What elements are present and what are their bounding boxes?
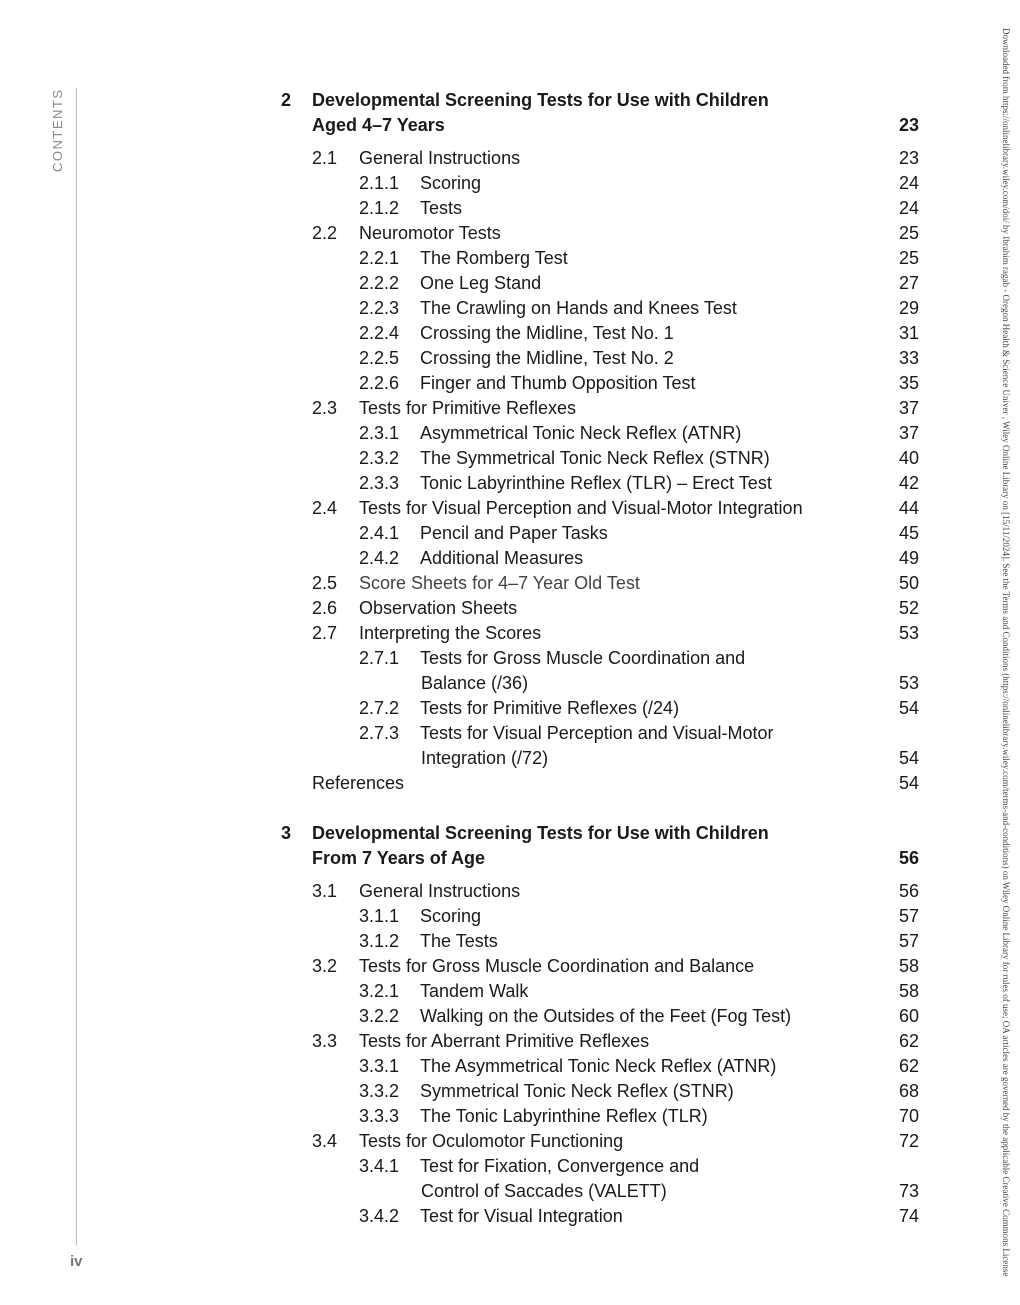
toc-entry [0, 346, 1020, 370]
toc-entry [0, 446, 1020, 470]
section-title: The Symmetrical Tonic Neck Reflex (STNR) [420, 448, 770, 468]
page-number-ref: 23 [898, 115, 919, 135]
section-number: 2.5 [312, 573, 338, 593]
toc-entry [0, 1079, 1020, 1103]
chapter-title: Aged 4–7 Years [312, 115, 445, 135]
section-title: Asymmetrical Tonic Neck Reflex (ATNR) [420, 423, 742, 443]
section-title: Neuromotor Tests [359, 223, 501, 243]
toc-entry [0, 546, 1020, 570]
section-number: 2.1.2 [359, 198, 400, 218]
section-number: 3.2.1 [359, 981, 400, 1001]
section-title: Tests for Oculomotor Functioning [359, 1131, 624, 1151]
section-title: Tandem Walk [420, 981, 529, 1001]
page-number-ref: 24 [898, 173, 919, 193]
section-title: One Leg Stand [420, 273, 542, 293]
section-title: Tonic Labyrinthine Reflex (TLR) – Erect Test [420, 473, 772, 493]
page-number-ref: 49 [898, 548, 919, 568]
page-number-ref: 58 [898, 956, 919, 976]
toc-entry [0, 271, 1020, 295]
page-number-ref: 52 [898, 598, 919, 618]
toc-entry [0, 1154, 1020, 1178]
toc-entry [0, 171, 1020, 195]
chapter-heading-continued [0, 846, 1020, 870]
toc-entry [0, 1029, 1020, 1053]
page-number-ref: 40 [898, 448, 919, 468]
section-number: 2.3.3 [359, 473, 400, 493]
chapter-title: Developmental Screening Tests for Use with Children [312, 823, 769, 843]
section-number: 2.4.2 [359, 548, 400, 568]
toc-entry [0, 421, 1020, 445]
section-number: 2.4 [312, 498, 338, 518]
toc-entry [0, 1129, 1020, 1153]
section-title: References [312, 773, 405, 793]
page-number-ref: 33 [898, 348, 919, 368]
section-number: 3.4 [312, 1131, 338, 1151]
toc-entry [0, 1104, 1020, 1128]
section-title: Balance (/36) [421, 673, 529, 693]
section-number: 3.3.1 [359, 1056, 400, 1076]
section-title: Crossing the Midline, Test No. 2 [420, 348, 674, 368]
chapter-heading-continued [0, 113, 1020, 137]
section-number: 3.2.2 [359, 1006, 400, 1026]
toc-entry [0, 521, 1020, 545]
page-number-ref: 62 [898, 1056, 919, 1076]
section-title: Additional Measures [420, 548, 584, 568]
section-title: The Asymmetrical Tonic Neck Reflex (ATNR) [420, 1056, 777, 1076]
section-title: Tests for Aberrant Primitive Reflexes [359, 1031, 650, 1051]
page-number-ref: 35 [898, 373, 919, 393]
page-number: iv [70, 1253, 83, 1270]
section-number: 2.1 [312, 148, 338, 168]
section-title: The Crawling on Hands and Knees Test [420, 298, 737, 318]
section-title: Walking on the Outsides of the Feet (Fog Test) [420, 1006, 792, 1026]
section-number: 2.7.2 [359, 698, 400, 718]
section-title: Tests for Gross Muscle Coordination and [420, 648, 746, 668]
page-number-ref: 57 [898, 906, 919, 926]
toc-entry [0, 1054, 1020, 1078]
page-number-ref: 53 [898, 623, 919, 643]
section-title: The Romberg Test [420, 248, 568, 268]
section-title: Tests for Visual Perception and Visual-Motor [420, 723, 774, 743]
page-number-ref: 29 [898, 298, 919, 318]
section-number: 3.1.2 [359, 931, 400, 951]
page-number-ref: 25 [898, 223, 919, 243]
page-number-ref: 68 [898, 1081, 919, 1101]
page-number-ref: 45 [898, 523, 919, 543]
section-title: Tests for Primitive Reflexes (/24) [420, 698, 680, 718]
section-title: Tests for Gross Muscle Coordination and Balance [359, 956, 755, 976]
section-number: 2.7.3 [359, 723, 400, 743]
page-number-ref: 62 [898, 1031, 919, 1051]
section-number: 2.4.1 [359, 523, 400, 543]
section-number: 2.2.1 [359, 248, 400, 268]
section-number: 2.2.4 [359, 323, 400, 343]
toc-entry [0, 246, 1020, 270]
section-number: 2.3 [312, 398, 338, 418]
section-title: Scoring [420, 906, 482, 926]
section-number: 3.2 [312, 956, 338, 976]
section-title: Tests for Primitive Reflexes [359, 398, 577, 418]
toc-entry [0, 646, 1020, 670]
section-number: 2.6 [312, 598, 338, 618]
section-title: Observation Sheets [359, 598, 518, 618]
toc-entry [0, 396, 1020, 420]
section-title: Tests [420, 198, 463, 218]
toc-entry [0, 721, 1020, 745]
section-title: Control of Saccades (VALETT) [421, 1181, 667, 1201]
toc-entry [0, 746, 1020, 770]
page-number-ref: 23 [898, 148, 919, 168]
toc-entry [0, 596, 1020, 620]
toc-entry [0, 771, 1020, 795]
section-number: 2.7 [312, 623, 338, 643]
toc-entry [0, 1179, 1020, 1203]
toc-entry [0, 296, 1020, 320]
section-title: The Tonic Labyrinthine Reflex (TLR) [420, 1106, 708, 1126]
page-number-ref: 58 [898, 981, 919, 1001]
section-number: 2.3.1 [359, 423, 400, 443]
download-notice: Downloaded from https://onlinelibrary.wiley.com/doi/ by Ibrahim ragab - Oregon Health & Science Univer , Wiley Online Library on [15/11/2024]. See the Terms and Conditions (https://onlinelibrary.wiley.com/terms-and-conditions) on Wiley Online Library for rules of use; OA articles are governed by the applicable Creative Commons License [1001, 28, 1011, 1277]
toc-entry [0, 146, 1020, 170]
section-title: Crossing the Midline, Test No. 1 [420, 323, 674, 343]
section-number: 2.2.5 [359, 348, 400, 368]
toc-entry [0, 471, 1020, 495]
section-number: 2.7.1 [359, 648, 400, 668]
page-number-ref: 25 [898, 248, 919, 268]
section-number: 3.3 [312, 1031, 338, 1051]
section-title: Finger and Thumb Opposition Test [420, 373, 696, 393]
page-number-ref: 24 [898, 198, 919, 218]
page-number-ref: 73 [898, 1181, 919, 1201]
page-number-ref: 31 [898, 323, 919, 343]
toc-entry [0, 696, 1020, 720]
section-title: Test for Fixation, Convergence and [420, 1156, 700, 1176]
chapter-title: Developmental Screening Tests for Use with Children [312, 90, 769, 110]
section-title: General Instructions [359, 148, 521, 168]
chapter-title: From 7 Years of Age [312, 848, 486, 868]
toc-entry [0, 321, 1020, 345]
section-number: 2.2 [312, 223, 338, 243]
chapter-heading [0, 88, 1020, 112]
section-title: Test for Visual Integration [420, 1206, 623, 1226]
page-number-ref: 56 [898, 848, 919, 868]
toc-entry [0, 671, 1020, 695]
section-title: Scoring [420, 173, 482, 193]
page-number-ref: 74 [898, 1206, 919, 1226]
chapter-number: 3 [281, 823, 292, 843]
page-number-ref: 60 [898, 1006, 919, 1026]
page-number-ref: 37 [898, 423, 919, 443]
section-number: 3.4.2 [359, 1206, 400, 1226]
section-number: 3.3.2 [359, 1081, 400, 1101]
section-title: Pencil and Paper Tasks [420, 523, 608, 543]
toc-entry [0, 221, 1020, 245]
toc-entry [0, 1204, 1020, 1228]
section-number: 2.2.3 [359, 298, 400, 318]
section-number: 2.3.2 [359, 448, 400, 468]
running-header-contents: CONTENTS [50, 88, 65, 172]
section-title: The Tests [420, 931, 498, 951]
section-title: Score Sheets for 4–7 Year Old Test [359, 573, 640, 593]
page-number-ref: 70 [898, 1106, 919, 1126]
section-number: 2.2.2 [359, 273, 400, 293]
toc-entry [0, 496, 1020, 520]
chapter-heading [0, 821, 1020, 845]
page-number-ref: 42 [898, 473, 919, 493]
page-number-ref: 53 [898, 673, 919, 693]
chapter-number: 2 [281, 90, 292, 110]
toc-entry [0, 929, 1020, 953]
section-title: General Instructions [359, 881, 521, 901]
toc-entry [0, 621, 1020, 645]
toc-entry [0, 371, 1020, 395]
toc-entry [0, 1004, 1020, 1028]
page-number-ref: 27 [898, 273, 919, 293]
section-number: 3.1 [312, 881, 338, 901]
section-number: 2.2.6 [359, 373, 400, 393]
page-number-ref: 57 [898, 931, 919, 951]
page-number-ref: 72 [898, 1131, 919, 1151]
page-number-ref: 56 [898, 881, 919, 901]
page-number-ref: 50 [898, 573, 919, 593]
page-number-ref: 54 [898, 698, 919, 718]
section-title: Interpreting the Scores [359, 623, 542, 643]
toc-entry [0, 571, 1020, 595]
toc-entry [0, 196, 1020, 220]
toc-entry [0, 954, 1020, 978]
toc-entry [0, 904, 1020, 928]
toc-entry [0, 879, 1020, 903]
page-number-ref: 54 [898, 773, 919, 793]
section-number: 3.1.1 [359, 906, 400, 926]
section-title: Tests for Visual Perception and Visual-Motor Integration [359, 498, 803, 518]
toc-entry [0, 979, 1020, 1003]
section-number: 3.3.3 [359, 1106, 400, 1126]
section-number: 3.4.1 [359, 1156, 400, 1176]
section-number: 2.1.1 [359, 173, 400, 193]
section-title: Integration (/72) [421, 748, 549, 768]
page-number-ref: 54 [898, 748, 919, 768]
page-number-ref: 44 [898, 498, 919, 518]
page-number-ref: 37 [898, 398, 919, 418]
section-title: Symmetrical Tonic Neck Reflex (STNR) [420, 1081, 734, 1101]
